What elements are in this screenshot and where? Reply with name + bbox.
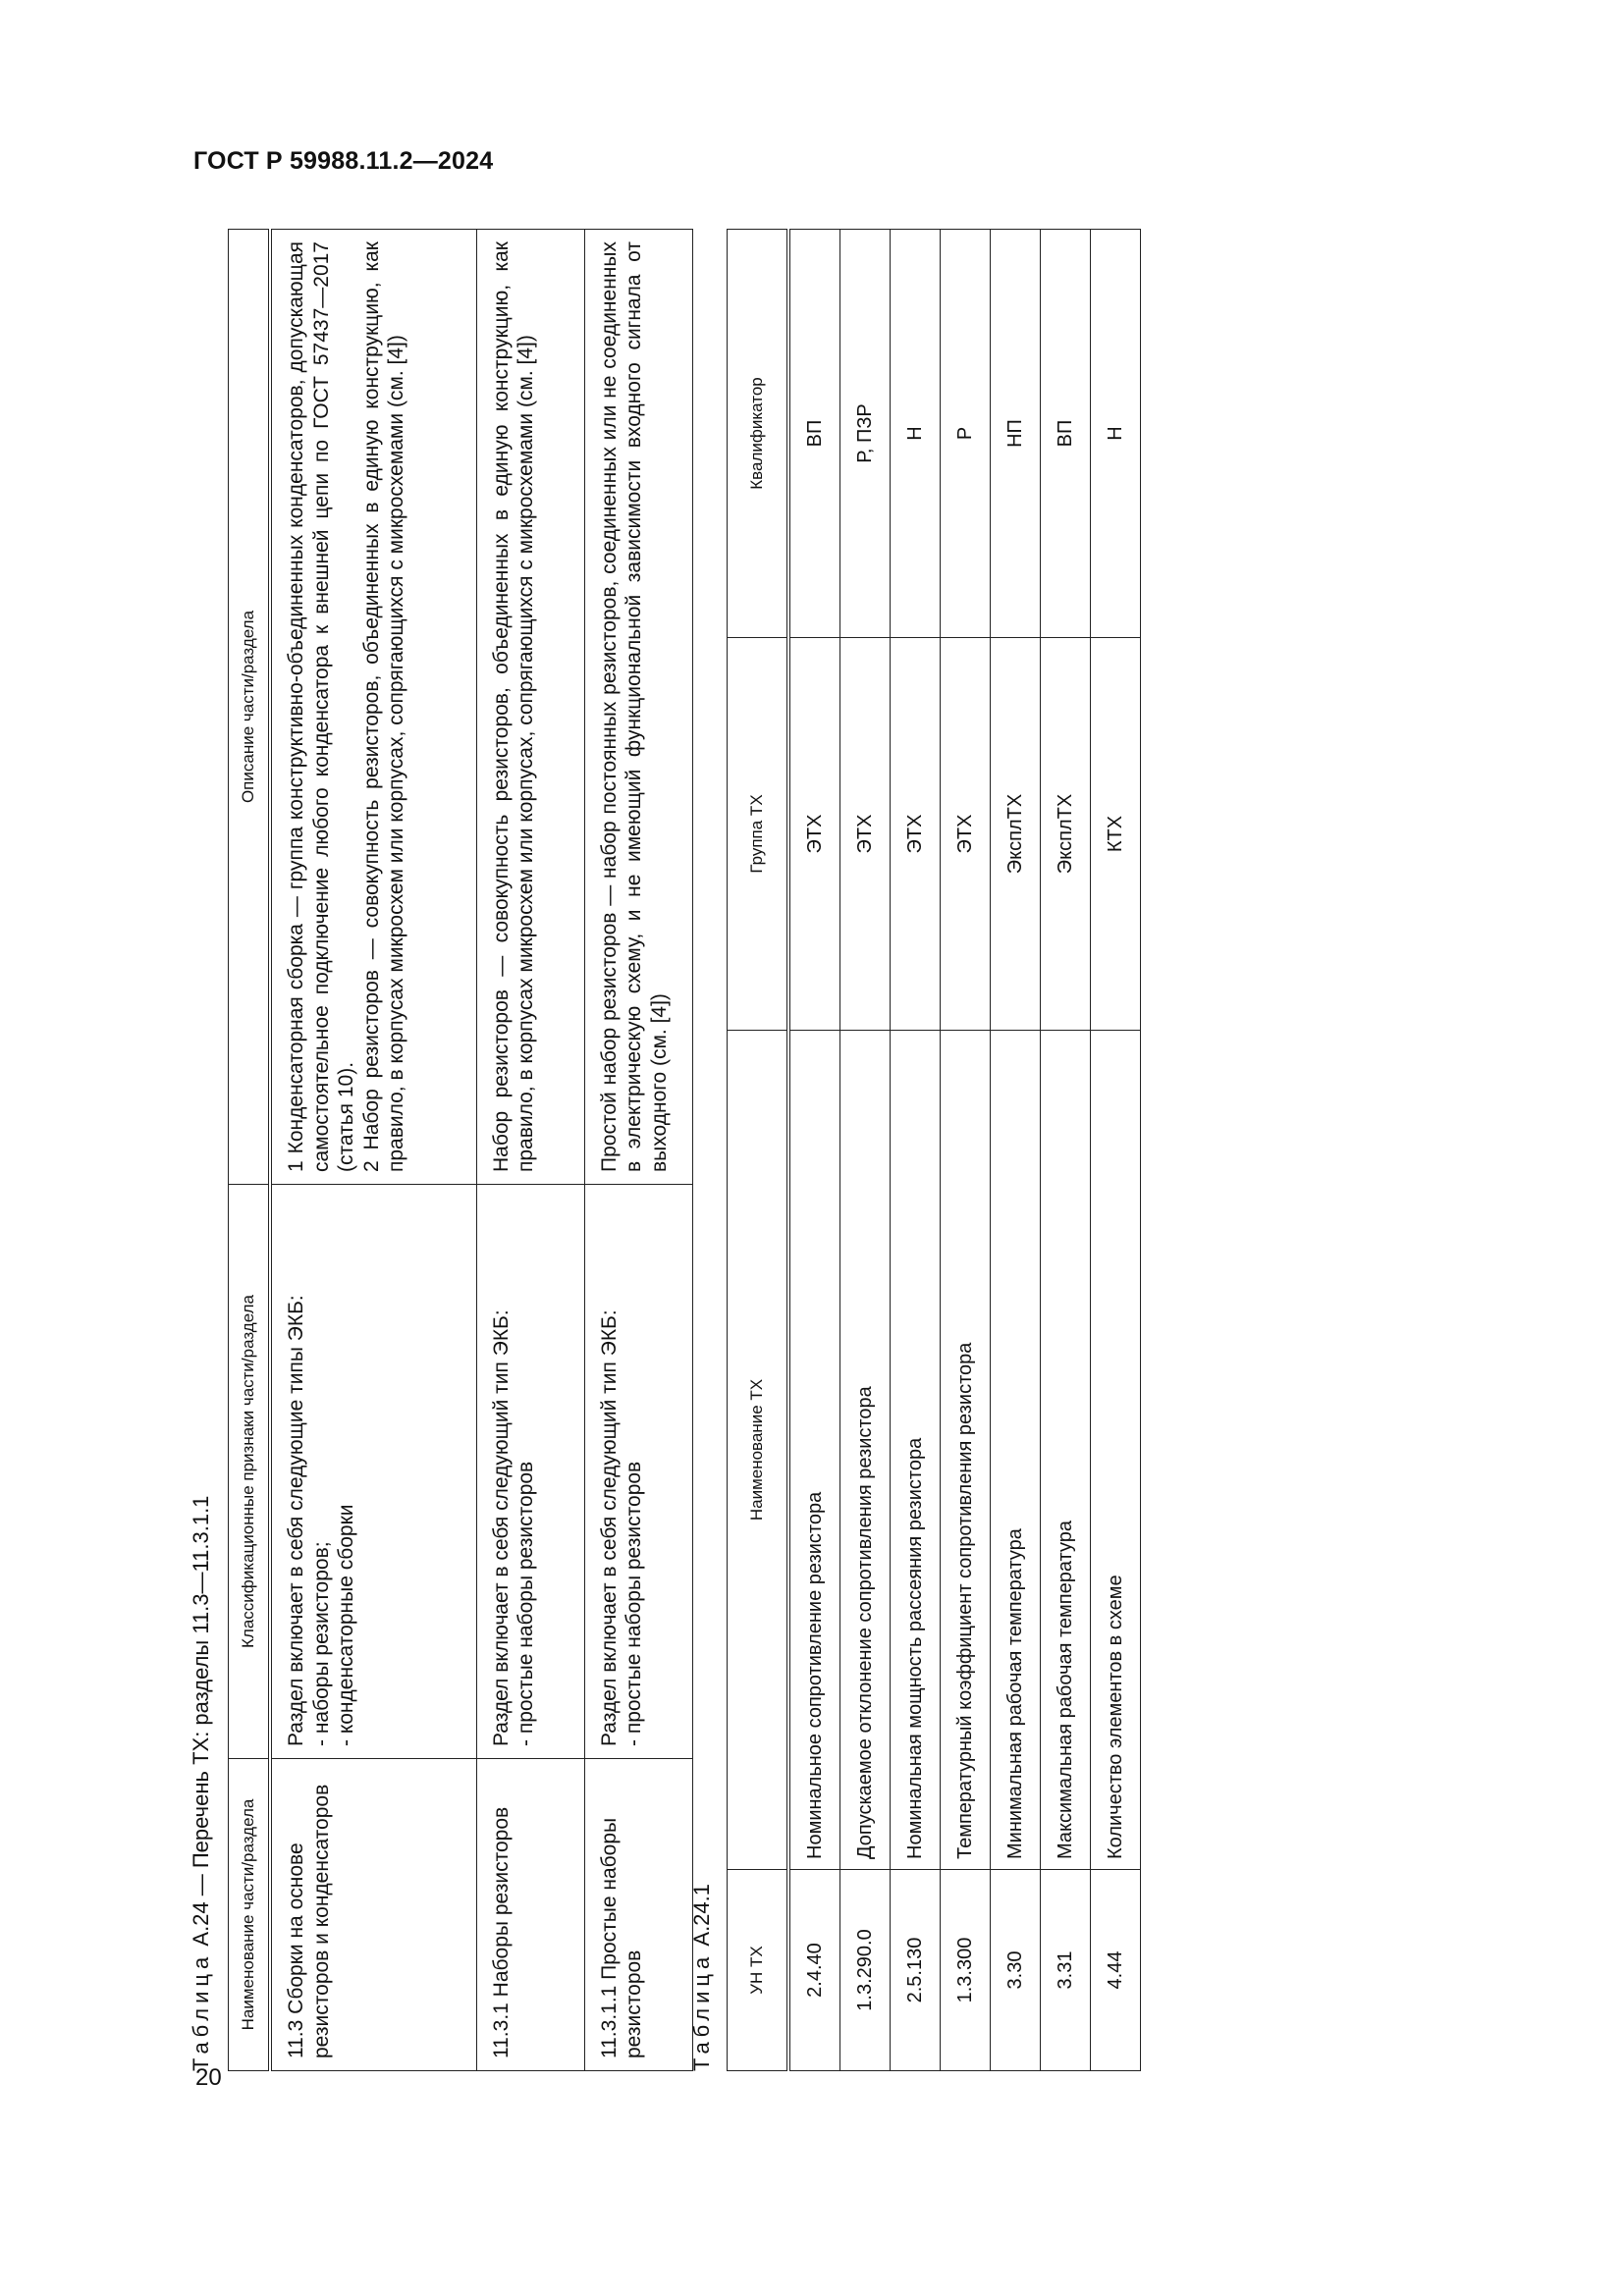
table-header-row — [728, 230, 789, 2071]
group-tx-cell: ЭксплТХ — [1041, 638, 1091, 1031]
name-tx-cell: Допускаемое отклонение сопротивления резистора — [840, 1031, 891, 1870]
qualifier-cell: НП — [991, 230, 1041, 638]
header-features: Классификационные признаки части/раздела — [229, 1185, 271, 1759]
table-row — [891, 230, 941, 2071]
caption-prefix: Таблица — [689, 1951, 714, 2071]
qualifier-cell: Н — [1091, 230, 1141, 638]
group-tx-cell: КТХ — [1091, 638, 1141, 1031]
un-tx-cell: 3.30 — [991, 1870, 1041, 2071]
table-row — [1091, 230, 1141, 2071]
description-cell — [476, 230, 584, 1185]
table-a24 — [228, 229, 693, 2071]
group-tx-cell: ЭксплТХ — [991, 638, 1041, 1031]
table-row — [840, 230, 891, 2071]
features-line: - простые наборы резисторов — [514, 1461, 537, 1746]
description-line: Набор резисторов — совокупность резисторов, объединенных в единую конструкцию, как правило, в корпусах микросхем или корпусах, сопрягающихся с микросхемами (см. [4]) — [489, 236, 537, 1172]
group-tx-cell: ЭТХ — [941, 638, 991, 1031]
header-name-tx: Наименование ТХ — [728, 1031, 789, 1870]
header-un-tx: УН ТХ — [728, 1870, 789, 2071]
qualifier-cell: ВП — [1041, 230, 1091, 638]
table-row — [270, 230, 476, 2071]
caption-text: А.24 — Перечень ТХ: разделы 11.3—11.3.1.1 — [189, 1495, 213, 1947]
un-tx-cell: 2.4.40 — [788, 1870, 840, 2071]
description-line: 1 Конденсаторная сборка — группа конструктивно-объединенных конденсаторов, допускающая самостоятельное подключение любого конденсатора к внешней цепи по ГОСТ 57437—2017 (статья 10). — [285, 236, 357, 1172]
name-tx-cell: Минимальная рабочая температура — [991, 1031, 1041, 1870]
name-tx-cell: Номинальная мощность рассеяния резистора — [891, 1031, 941, 1870]
description-cell — [584, 230, 692, 1185]
un-tx-cell: 1.3.300 — [941, 1870, 991, 2071]
features-cell — [476, 1185, 584, 1759]
features-line: Раздел включает в себя следующий тип ЭКБ: — [489, 1309, 513, 1746]
qualifier-cell: Н — [891, 230, 941, 638]
table-a24-1-caption — [689, 1884, 715, 2071]
description-cell — [270, 230, 476, 1185]
group-tx-cell: ЭТХ — [891, 638, 941, 1031]
table-row — [788, 230, 840, 2071]
features-line: - простые наборы резисторов — [623, 1461, 645, 1746]
un-tx-cell: 2.5.130 — [891, 1870, 941, 2071]
group-tx-cell: ЭТХ — [788, 638, 840, 1031]
qualifier-cell: ВП — [788, 230, 840, 638]
name-tx-cell: Количество элементов в схеме — [1091, 1031, 1141, 1870]
name-tx-cell: Температурный коэффициент сопротивления резистора — [941, 1031, 991, 1870]
header-qualifier: Квалификатор — [728, 230, 789, 638]
caption-text: А.24.1 — [689, 1884, 714, 1947]
table-row — [1041, 230, 1091, 2071]
table-row — [991, 230, 1041, 2071]
features-line: Раздел включает в себя следующий тип ЭКБ: — [597, 1309, 621, 1746]
un-tx-cell: 1.3.290.0 — [840, 1870, 891, 2071]
rotated-content — [177, 187, 1208, 2071]
document-id: ГОСТ Р 59988.11.2—2024 — [193, 147, 494, 175]
qualifier-cell: Р, ПЗР — [840, 230, 891, 638]
part-name-cell: 11.3.1.1 Простые наборы резисторов — [584, 1759, 692, 2071]
table-a24-caption — [189, 1496, 214, 2071]
un-tx-cell: 3.31 — [1041, 1870, 1091, 2071]
part-name-cell: 11.3.1 Наборы резисторов — [476, 1759, 584, 2071]
description-line: 2 Набор резисторов — совокупность резисторов, объединенных в единую конструкцию, как правило, в корпусах микросхем или корпусах, сопрягающихся с микросхемами (см. [4]) — [359, 236, 407, 1172]
features-cell — [584, 1185, 692, 1759]
name-tx-cell: Максимальная рабочая температура — [1041, 1031, 1091, 1870]
caption-prefix: Таблица — [189, 1951, 213, 2071]
qualifier-cell: Р — [941, 230, 991, 638]
features-cell — [270, 1185, 476, 1759]
table-row — [476, 230, 584, 2071]
page-number: 20 — [195, 2064, 222, 2091]
header-group-tx: Группа ТХ — [728, 638, 789, 1031]
header-description: Описание части/раздела — [229, 230, 271, 1185]
un-tx-cell: 4.44 — [1091, 1870, 1141, 2071]
table-header-row — [229, 230, 271, 2071]
features-line: Раздел включает в себя следующие типы ЭКБ: — [285, 1295, 307, 1746]
features-line: - конденсаторные сборки — [335, 1504, 357, 1746]
header-part-name: Наименование части/раздела — [229, 1759, 271, 2071]
part-name-cell: 11.3 Сборки на основе резисторов и конденсаторов — [270, 1759, 476, 2071]
description-line: Простой набор резисторов — набор постоянных резисторов, соединенных или не соединенных в электрическую схему, и не имеющий функциональной зависимости входного сигнала от выходного (см. [4]) — [597, 236, 671, 1172]
table-row — [584, 230, 692, 2071]
group-tx-cell: ЭТХ — [840, 638, 891, 1031]
features-line: - наборы резисторов; — [309, 1541, 333, 1746]
table-a24-1 — [727, 229, 1141, 2071]
name-tx-cell: Номинальное сопротивление резистора — [788, 1031, 840, 1870]
table-row — [941, 230, 991, 2071]
